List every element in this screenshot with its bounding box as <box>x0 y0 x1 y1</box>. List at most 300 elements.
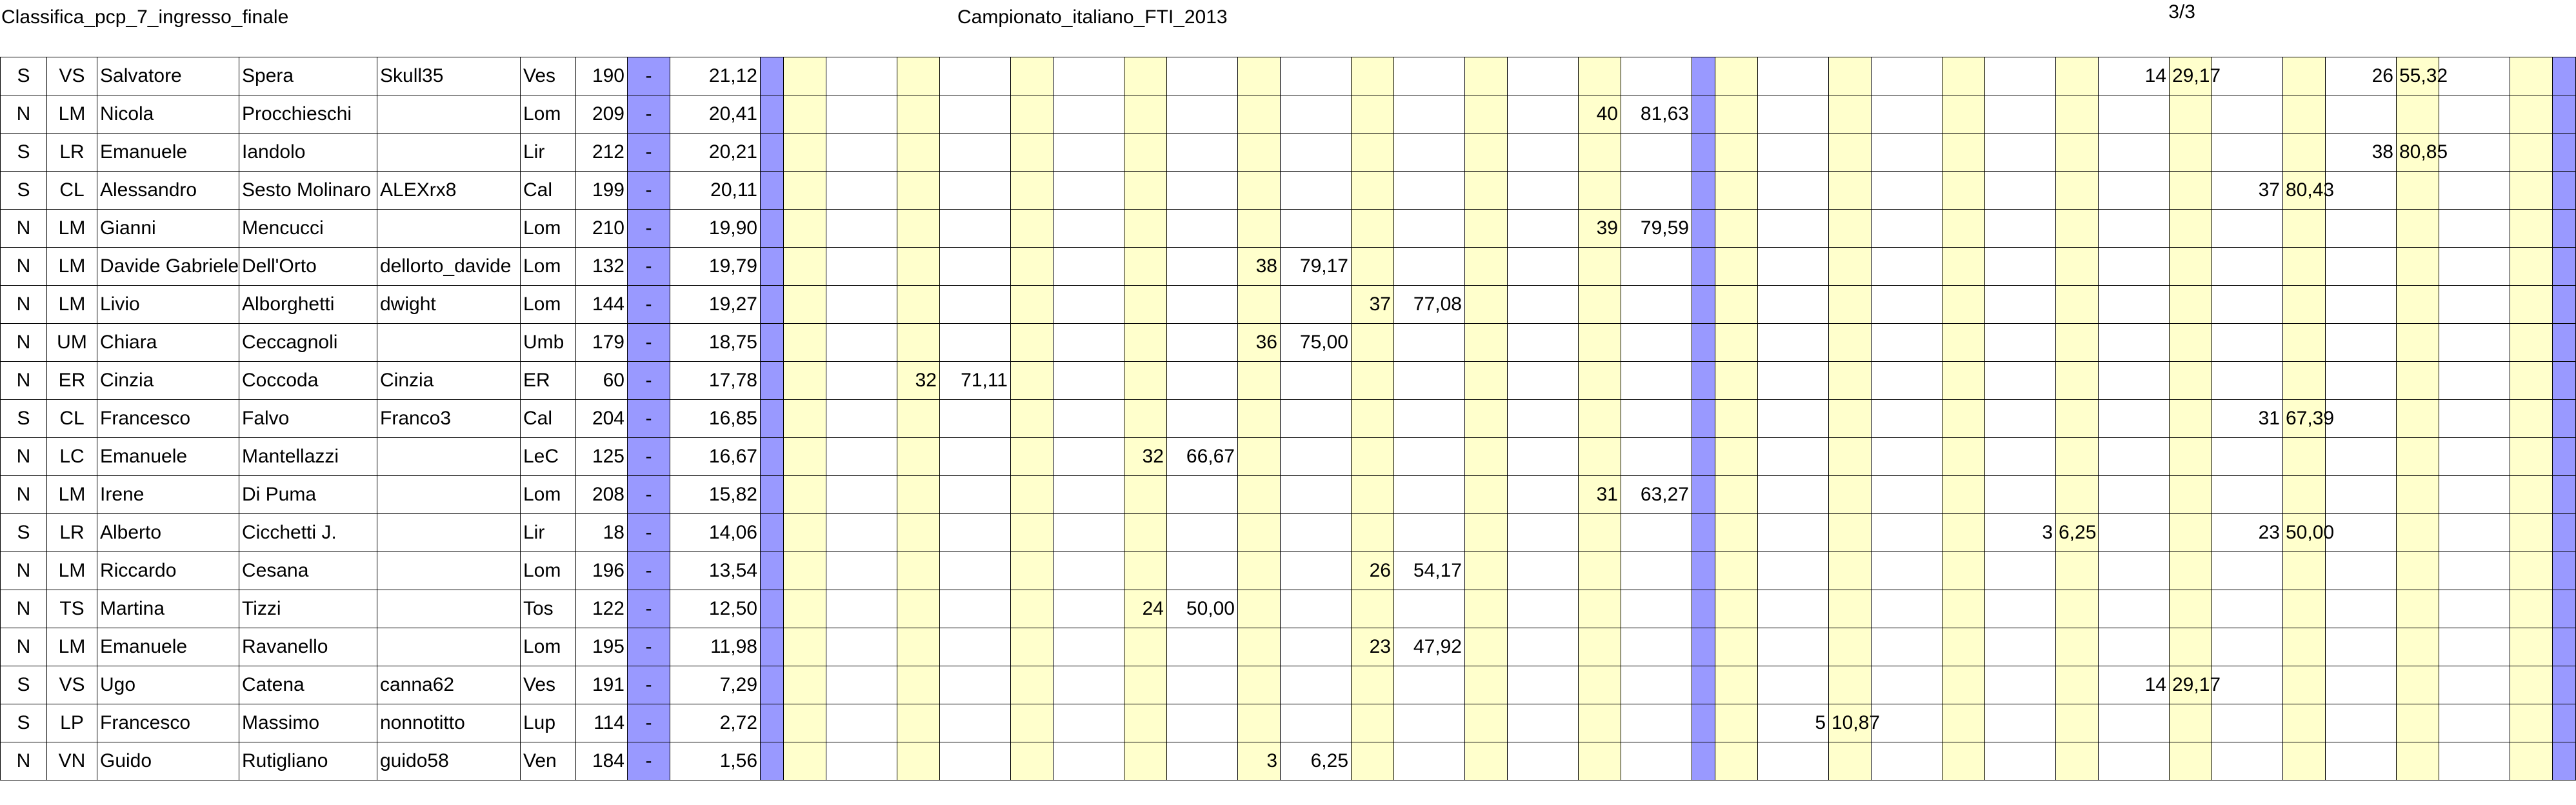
points-cell <box>1167 172 1238 210</box>
placement-cell <box>1465 438 1508 476</box>
points-cell <box>2099 324 2170 362</box>
placement-cell <box>2170 362 2212 400</box>
points-cell <box>940 172 1011 210</box>
dash-cell: - <box>628 57 670 95</box>
club-cell: Cal <box>521 172 576 210</box>
table-row <box>1 590 2576 628</box>
points-cell <box>1621 400 1692 438</box>
placement-cell <box>784 438 826 476</box>
separator-cell <box>2553 552 2576 590</box>
points-cell <box>940 400 1011 438</box>
points-cell <box>1394 514 1465 552</box>
placement-cell <box>2283 134 2326 172</box>
points-cell <box>1508 438 1579 476</box>
placement-cell <box>1942 248 1985 286</box>
points-cell <box>1167 704 1238 742</box>
placement-cell <box>1352 438 1394 476</box>
placement-cell <box>897 172 940 210</box>
points-cell <box>1053 666 1124 704</box>
points-cell <box>940 666 1011 704</box>
placement-cell <box>1715 95 1758 134</box>
placement-cell <box>1352 476 1394 514</box>
points-cell <box>2099 514 2170 552</box>
placement-cell <box>1715 210 1758 248</box>
points-cell <box>826 590 897 628</box>
points-cell <box>1281 286 1352 324</box>
points-cell <box>1053 628 1124 666</box>
placement-cell <box>1238 590 1281 628</box>
region-cell: LR <box>47 134 97 172</box>
points-cell <box>826 324 897 362</box>
id-cell: 60 <box>576 362 628 400</box>
placement-cell <box>784 704 826 742</box>
id-cell: 204 <box>576 400 628 438</box>
first-name-cell: Livio <box>97 286 239 324</box>
last-name-cell: Dell'Orto <box>239 248 377 286</box>
points-cell <box>2212 742 2283 780</box>
separator-cell <box>1692 476 1715 514</box>
placement-cell <box>2283 476 2326 514</box>
placement-cell <box>1715 628 1758 666</box>
placement-cell: 29,17 <box>2170 57 2212 95</box>
region-cell: LM <box>47 95 97 134</box>
placement-cell <box>2056 590 2099 628</box>
points-cell <box>1758 400 1829 438</box>
points-cell <box>826 628 897 666</box>
points-cell <box>826 95 897 134</box>
points-cell <box>2326 628 2397 666</box>
placement-cell <box>1715 172 1758 210</box>
placement-cell <box>2170 704 2212 742</box>
points-cell <box>1281 210 1352 248</box>
points-cell <box>826 286 897 324</box>
placement-cell <box>1124 362 1167 400</box>
points-cell <box>2439 514 2510 552</box>
points-cell <box>1281 57 1352 95</box>
score-cell: 20,11 <box>670 172 761 210</box>
placement-cell <box>784 248 826 286</box>
points-cell <box>2326 438 2397 476</box>
first-name-cell: Chiara <box>97 324 239 362</box>
placement-cell <box>1942 172 1985 210</box>
placement-cell <box>2170 95 2212 134</box>
separator-cell <box>1692 552 1715 590</box>
placement-cell <box>1352 514 1394 552</box>
points-cell <box>1985 362 2056 400</box>
separator-cell <box>2553 134 2576 172</box>
points-cell <box>1167 742 1238 780</box>
placement-cell <box>1829 476 1872 514</box>
points-cell <box>2439 400 2510 438</box>
points-cell <box>1167 324 1238 362</box>
placement-cell <box>1238 172 1281 210</box>
club-cell: Lom <box>521 210 576 248</box>
score-cell: 19,79 <box>670 248 761 286</box>
placement-cell <box>1465 552 1508 590</box>
points-cell <box>940 95 1011 134</box>
points-cell <box>2439 324 2510 362</box>
points-cell <box>1758 210 1829 248</box>
points-cell <box>1394 324 1465 362</box>
last-name-cell: Coccoda <box>239 362 377 400</box>
dash-cell: - <box>628 400 670 438</box>
last-name-cell: Mencucci <box>239 210 377 248</box>
table-row <box>1 704 2576 742</box>
points-cell <box>1281 95 1352 134</box>
placement-cell <box>1715 57 1758 95</box>
points-cell <box>1053 476 1124 514</box>
first-name-cell: Ugo <box>97 666 239 704</box>
points-cell <box>1394 590 1465 628</box>
separator-cell <box>761 742 784 780</box>
placement-cell <box>2397 286 2439 324</box>
points-cell <box>2439 742 2510 780</box>
points-cell <box>940 704 1011 742</box>
placement-cell <box>2170 134 2212 172</box>
points-cell <box>2099 134 2170 172</box>
points-cell <box>2439 172 2510 210</box>
points-cell <box>2439 476 2510 514</box>
placement-cell <box>1465 57 1508 95</box>
points-cell: 38 <box>2326 134 2397 172</box>
points-cell <box>1508 57 1579 95</box>
nickname-cell <box>377 324 521 362</box>
nickname-cell: guido58 <box>377 742 521 780</box>
table-row <box>1 476 2576 514</box>
placement-cell <box>1942 324 1985 362</box>
placement-cell <box>2397 628 2439 666</box>
placement-cell <box>1011 286 1053 324</box>
placement-cell <box>1238 134 1281 172</box>
separator-cell <box>2553 172 2576 210</box>
points-cell <box>940 590 1011 628</box>
placement-cell <box>1579 57 1621 95</box>
id-cell: 209 <box>576 95 628 134</box>
placement-cell <box>2056 742 2099 780</box>
type-cell: N <box>1 590 47 628</box>
score-cell: 15,82 <box>670 476 761 514</box>
points-cell <box>940 742 1011 780</box>
id-cell: 208 <box>576 476 628 514</box>
points-cell <box>826 514 897 552</box>
separator-cell <box>761 57 784 95</box>
points-cell <box>2326 172 2397 210</box>
placement-cell <box>2056 210 2099 248</box>
placement-cell <box>1829 134 1872 172</box>
type-cell: S <box>1 57 47 95</box>
points-cell <box>940 628 1011 666</box>
placement-cell <box>1011 438 1053 476</box>
table-row <box>1 172 2576 210</box>
points-cell <box>1758 362 1829 400</box>
id-cell: 144 <box>576 286 628 324</box>
score-cell: 17,78 <box>670 362 761 400</box>
separator-cell <box>761 628 784 666</box>
dash-cell: - <box>628 476 670 514</box>
points-cell <box>1281 362 1352 400</box>
points-cell: 37 <box>2212 172 2283 210</box>
points-cell <box>1508 742 1579 780</box>
placement-cell <box>1942 400 1985 438</box>
score-cell: 7,29 <box>670 666 761 704</box>
placement-cell <box>1352 666 1394 704</box>
placement-cell <box>897 590 940 628</box>
nickname-cell: ALEXrx8 <box>377 172 521 210</box>
placement-cell <box>2510 134 2553 172</box>
points-cell <box>1281 666 1352 704</box>
placement-cell <box>1124 704 1167 742</box>
placement-cell <box>1011 362 1053 400</box>
last-name-cell: Rutigliano <box>239 742 377 780</box>
score-cell: 2,72 <box>670 704 761 742</box>
region-cell: LM <box>47 552 97 590</box>
placement-cell <box>1465 248 1508 286</box>
club-cell: Lom <box>521 248 576 286</box>
placement-cell <box>1124 57 1167 95</box>
points-cell <box>1508 286 1579 324</box>
points-cell <box>1053 400 1124 438</box>
placement-cell <box>2397 172 2439 210</box>
points-cell <box>1985 590 2056 628</box>
placement-cell <box>1465 514 1508 552</box>
table-row <box>1 666 2576 704</box>
placement-cell: 6,25 <box>2056 514 2099 552</box>
points-cell <box>2326 514 2397 552</box>
last-name-cell: Mantellazzi <box>239 438 377 476</box>
table-row <box>1 210 2576 248</box>
club-cell: Lom <box>521 95 576 134</box>
points-cell <box>1167 362 1238 400</box>
first-name-cell: Francesco <box>97 400 239 438</box>
placement-cell <box>1715 438 1758 476</box>
placement-cell <box>784 134 826 172</box>
placement-cell: 23 <box>1352 628 1394 666</box>
nickname-cell <box>377 476 521 514</box>
placement-cell <box>2397 248 2439 286</box>
placement-cell <box>1829 438 1872 476</box>
points-cell <box>1621 362 1692 400</box>
points-cell <box>1281 514 1352 552</box>
points-cell <box>2212 57 2283 95</box>
placement-cell <box>1011 400 1053 438</box>
separator-cell <box>1692 704 1715 742</box>
points-cell <box>2439 438 2510 476</box>
points-cell <box>1167 134 1238 172</box>
table-row <box>1 57 2576 95</box>
separator-cell <box>2553 400 2576 438</box>
points-cell <box>1758 172 1829 210</box>
id-cell: 199 <box>576 172 628 210</box>
points-cell <box>1872 95 1942 134</box>
points-cell <box>1872 172 1942 210</box>
club-cell: Lir <box>521 514 576 552</box>
points-cell <box>2099 742 2170 780</box>
points-cell <box>826 438 897 476</box>
placement-cell <box>1829 742 1872 780</box>
type-cell: N <box>1 476 47 514</box>
separator-cell <box>761 400 784 438</box>
placement-cell <box>1011 210 1053 248</box>
points-cell: 3 <box>1985 514 2056 552</box>
score-cell: 20,41 <box>670 95 761 134</box>
placement-cell <box>1942 628 1985 666</box>
placement-cell <box>897 95 940 134</box>
placement-cell <box>1579 742 1621 780</box>
points-cell <box>2326 704 2397 742</box>
placement-cell <box>784 476 826 514</box>
placement-cell <box>2397 590 2439 628</box>
region-cell: LP <box>47 704 97 742</box>
points-cell <box>2212 438 2283 476</box>
points-cell <box>1872 57 1942 95</box>
separator-cell <box>761 514 784 552</box>
placement-cell <box>2170 248 2212 286</box>
points-cell <box>1985 210 2056 248</box>
points-cell <box>1621 590 1692 628</box>
placement-cell <box>1829 172 1872 210</box>
placement-cell <box>784 57 826 95</box>
points-cell <box>1985 248 2056 286</box>
dash-cell: - <box>628 590 670 628</box>
placement-cell <box>1942 552 1985 590</box>
nickname-cell: nonnotitto <box>377 704 521 742</box>
points-cell <box>2212 704 2283 742</box>
separator-cell <box>2553 286 2576 324</box>
points-cell <box>1985 286 2056 324</box>
separator-cell <box>1692 210 1715 248</box>
placement-cell: 32 <box>897 362 940 400</box>
nickname-cell <box>377 514 521 552</box>
points-cell <box>1872 362 1942 400</box>
separator-cell <box>761 476 784 514</box>
placement-cell <box>1942 514 1985 552</box>
points-cell <box>1053 362 1124 400</box>
placement-cell <box>784 210 826 248</box>
points-cell: 77,08 <box>1394 286 1465 324</box>
separator-cell <box>2553 248 2576 286</box>
points-cell <box>826 362 897 400</box>
placement-cell <box>1829 400 1872 438</box>
first-name-cell: Emanuele <box>97 438 239 476</box>
placement-cell <box>2397 438 2439 476</box>
points-cell <box>2439 362 2510 400</box>
points-cell <box>2212 324 2283 362</box>
separator-cell <box>1692 590 1715 628</box>
placement-cell <box>1011 666 1053 704</box>
points-cell <box>1621 134 1692 172</box>
placement-cell: 50,00 <box>2283 514 2326 552</box>
placement-cell <box>1124 286 1167 324</box>
region-cell: CL <box>47 400 97 438</box>
last-name-cell: Ceccagnoli <box>239 324 377 362</box>
points-cell <box>1167 95 1238 134</box>
score-cell: 13,54 <box>670 552 761 590</box>
placement-cell <box>1942 438 1985 476</box>
points-cell <box>1872 400 1942 438</box>
placement-cell <box>1124 95 1167 134</box>
region-cell: VS <box>47 666 97 704</box>
club-cell: Tos <box>521 590 576 628</box>
last-name-cell: Cesana <box>239 552 377 590</box>
points-cell <box>2326 362 2397 400</box>
placement-cell <box>2510 628 2553 666</box>
type-cell: S <box>1 666 47 704</box>
placement-cell <box>1942 666 1985 704</box>
type-cell: S <box>1 134 47 172</box>
points-cell <box>2099 400 2170 438</box>
placement-cell <box>1011 628 1053 666</box>
separator-cell <box>2553 476 2576 514</box>
points-cell <box>1167 628 1238 666</box>
placement-cell <box>1829 628 1872 666</box>
placement-cell <box>1829 248 1872 286</box>
points-cell <box>1394 362 1465 400</box>
separator-cell <box>2553 324 2576 362</box>
points-cell <box>1053 438 1124 476</box>
club-cell: Ven <box>521 742 576 780</box>
points-cell <box>1985 324 2056 362</box>
placement-cell <box>897 628 940 666</box>
points-cell: 54,17 <box>1394 552 1465 590</box>
points-cell <box>2326 400 2397 438</box>
placement-cell <box>1352 742 1394 780</box>
separator-cell <box>1692 438 1715 476</box>
placement-cell <box>897 552 940 590</box>
last-name-cell: Catena <box>239 666 377 704</box>
dash-cell: - <box>628 742 670 780</box>
placement-cell <box>897 514 940 552</box>
placement-cell <box>1011 57 1053 95</box>
placement-cell <box>1465 628 1508 666</box>
placement-cell <box>2397 742 2439 780</box>
points-cell <box>2439 590 2510 628</box>
placement-cell <box>1011 514 1053 552</box>
placement-cell <box>2170 210 2212 248</box>
points-cell <box>940 248 1011 286</box>
first-name-cell: Emanuele <box>97 628 239 666</box>
placement-cell <box>784 400 826 438</box>
type-cell: S <box>1 400 47 438</box>
points-cell: 47,92 <box>1394 628 1465 666</box>
placement-cell <box>1942 286 1985 324</box>
separator-cell <box>2553 628 2576 666</box>
placement-cell <box>2397 400 2439 438</box>
points-cell <box>2326 95 2397 134</box>
placement-cell <box>1715 514 1758 552</box>
placement-cell <box>2510 95 2553 134</box>
nickname-cell: Franco3 <box>377 400 521 438</box>
placement-cell <box>1942 704 1985 742</box>
placement-cell <box>1238 286 1281 324</box>
points-cell <box>1621 286 1692 324</box>
placement-cell <box>1238 628 1281 666</box>
dash-cell: - <box>628 666 670 704</box>
placement-cell <box>1352 324 1394 362</box>
score-cell: 12,50 <box>670 590 761 628</box>
placement-cell <box>897 742 940 780</box>
placement-cell <box>1579 590 1621 628</box>
points-cell <box>826 210 897 248</box>
dash-cell: - <box>628 514 670 552</box>
placement-cell <box>784 324 826 362</box>
placement-cell <box>2056 476 2099 514</box>
last-name-cell: Iandolo <box>239 134 377 172</box>
placement-cell <box>2510 742 2553 780</box>
score-cell: 21,12 <box>670 57 761 95</box>
table-row <box>1 514 2576 552</box>
dash-cell: - <box>628 95 670 134</box>
first-name-cell: Alessandro <box>97 172 239 210</box>
